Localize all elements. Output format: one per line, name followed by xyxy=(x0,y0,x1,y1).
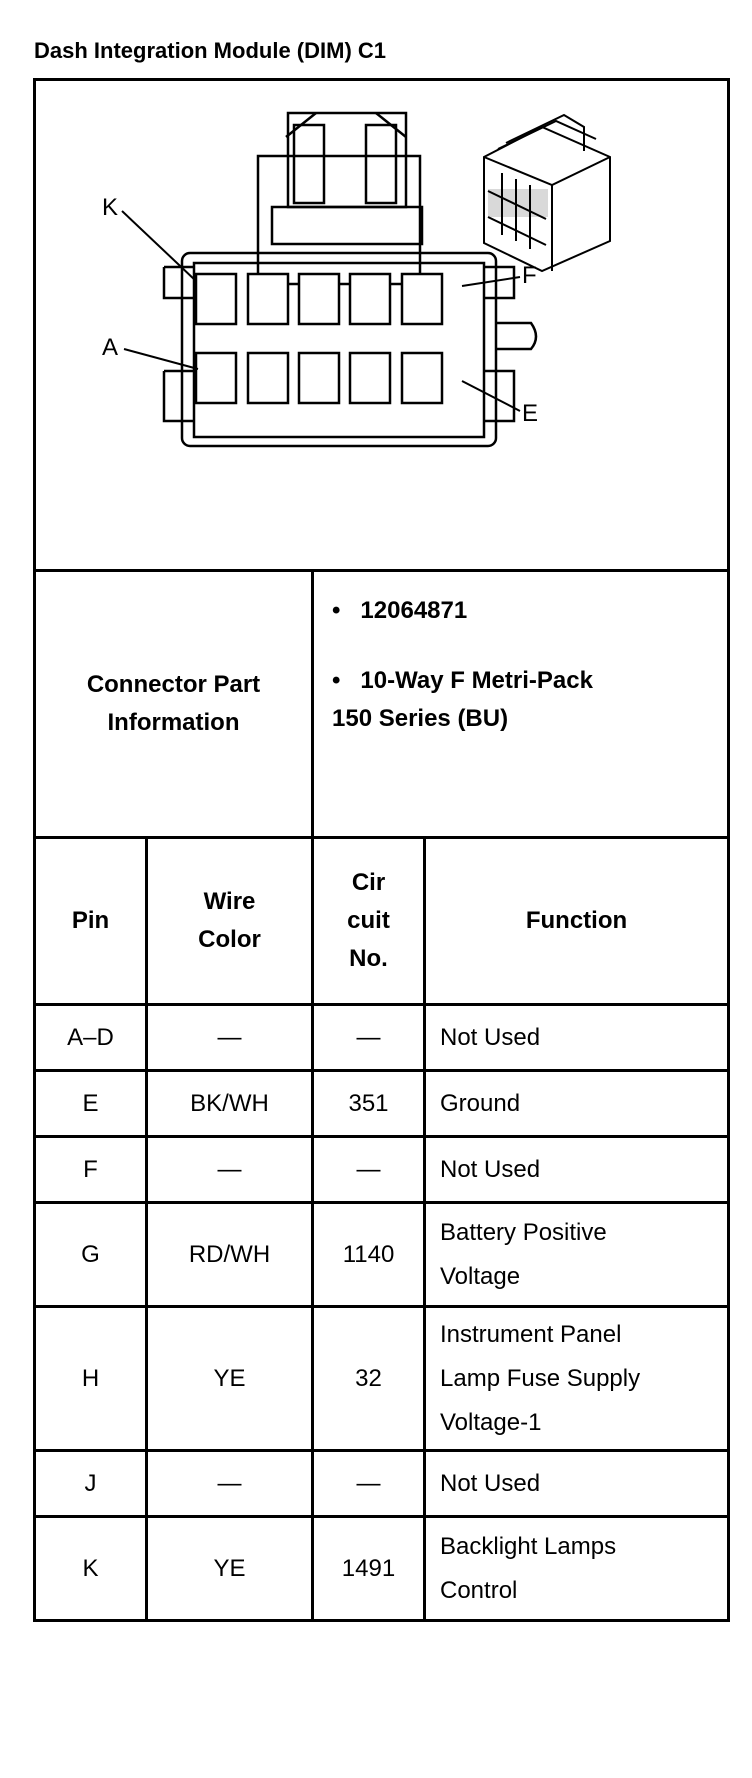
header-circuit-no: Cir cuit No. xyxy=(313,838,425,1005)
pin-cell: F xyxy=(35,1137,147,1203)
table-row xyxy=(35,1071,729,1137)
function-cell: Not Used xyxy=(425,1451,729,1517)
pin-cell: H xyxy=(35,1307,147,1451)
table-row xyxy=(35,1307,729,1451)
table-row xyxy=(35,1203,729,1307)
wire-color-cell: BK/WH xyxy=(147,1071,313,1137)
circuit-cell: 32 xyxy=(313,1307,425,1451)
connector-table xyxy=(33,78,730,1622)
page-title: Dash Integration Module (DIM) C1 xyxy=(34,38,386,63)
pin-cell: E xyxy=(35,1071,147,1137)
callout-a: A xyxy=(102,334,119,361)
table-row xyxy=(35,1005,729,1071)
table-header-row xyxy=(35,838,729,1005)
part-number: 12064871 xyxy=(360,597,468,624)
circuit-cell: 1491 xyxy=(313,1517,425,1621)
circuit-cell: 1140 xyxy=(313,1203,425,1307)
connector-description: 10-Way F Metri-Pack xyxy=(360,667,593,694)
wire-color-cell: RD/WH xyxy=(147,1203,313,1307)
header-wire-color: Wire Color xyxy=(147,838,313,1005)
connector-diagram-cell xyxy=(35,80,729,571)
function-cell: Battery Positive Voltage xyxy=(425,1203,729,1307)
pin-cell: K xyxy=(35,1517,147,1621)
circuit-cell: — xyxy=(313,1451,425,1517)
pin-cell: J xyxy=(35,1451,147,1517)
connector-info-value: • 12064871 • 10-Way F Metri-Pack 150 Series (BU) xyxy=(313,571,729,838)
function-cell: Instrument Panel Lamp Fuse Supply Voltage-1 xyxy=(425,1307,729,1451)
function-cell: Not Used xyxy=(425,1005,729,1071)
wire-color-cell: YE xyxy=(147,1307,313,1451)
callout-e: E xyxy=(522,400,539,427)
pin-cavities xyxy=(196,274,442,403)
table-row xyxy=(35,1451,729,1517)
wire-color-cell: — xyxy=(147,1137,313,1203)
circuit-cell: 351 xyxy=(313,1071,425,1137)
pin-cell: G xyxy=(35,1203,147,1307)
table-row xyxy=(35,1137,729,1203)
header-pin: Pin xyxy=(35,838,147,1005)
function-cell: Not Used xyxy=(425,1137,729,1203)
function-cell: Backlight Lamps Control xyxy=(425,1517,729,1621)
circuit-cell: — xyxy=(313,1137,425,1203)
connector-info-label: Connector Part Information xyxy=(35,571,313,838)
wire-color-cell: — xyxy=(147,1005,313,1071)
wire-color-cell: — xyxy=(147,1451,313,1517)
wire-color-cell: YE xyxy=(147,1517,313,1621)
circuit-cell: — xyxy=(313,1005,425,1071)
pin-cell: A–D xyxy=(35,1005,147,1071)
callout-k: K xyxy=(102,194,119,221)
connector-diagram xyxy=(36,81,724,563)
function-cell: Ground xyxy=(425,1071,729,1137)
header-function: Function xyxy=(425,838,729,1005)
table-row xyxy=(35,1517,729,1621)
callout-f: F xyxy=(522,262,537,289)
